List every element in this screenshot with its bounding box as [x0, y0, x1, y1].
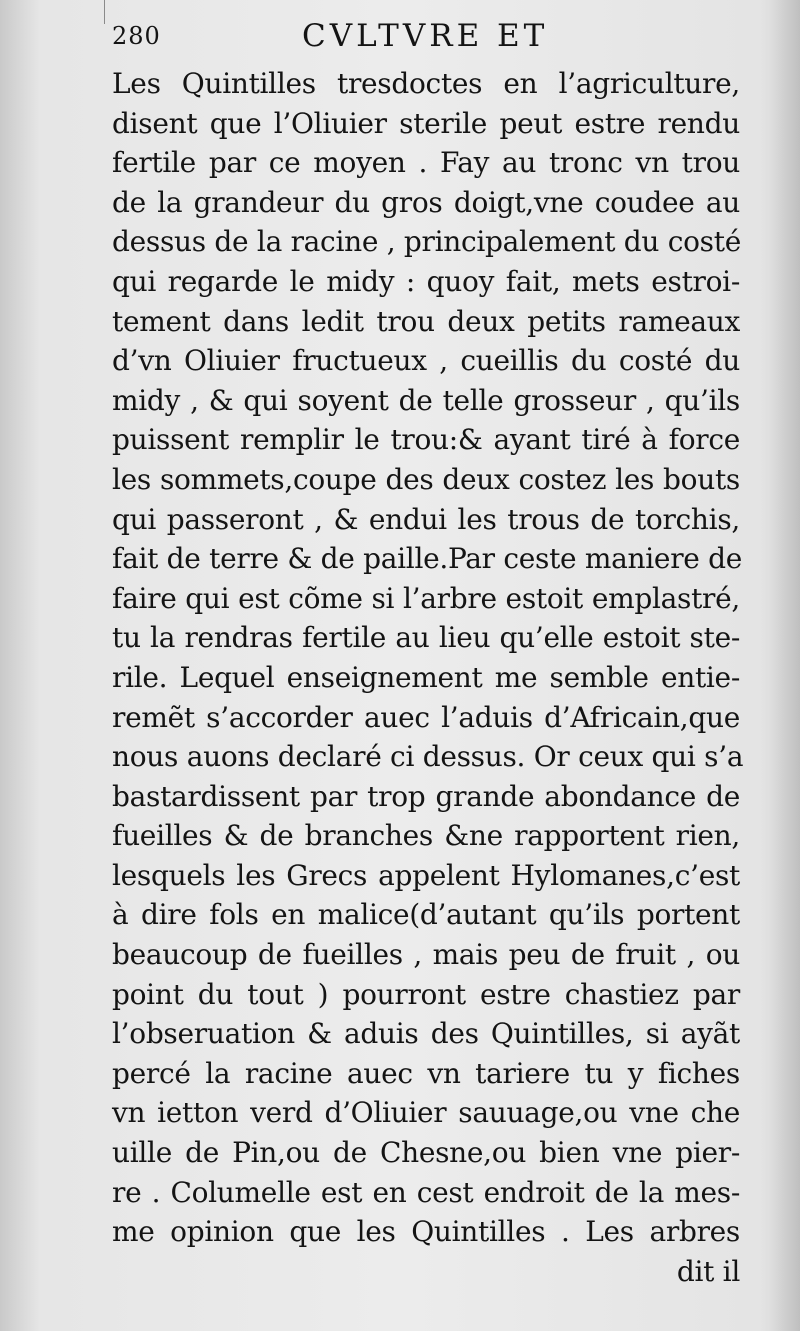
text-line: tu la rendras fertile au lieu qu’elle estoit ste- — [112, 621, 740, 655]
text-line: qui regarde le midy : quoy fait, mets estroi- — [112, 264, 740, 298]
text-line: dessus de la racine , principalement du costé — [112, 225, 741, 259]
text-line: disent que l’Oliuier sterile peut estre rendu — [112, 106, 740, 140]
gutter-line — [104, 0, 105, 24]
text-line: me opinion que les Quintilles . Les arbres — [112, 1215, 740, 1249]
text-line: remẽt s’accorder auec l’aduis d’Africain,que — [112, 700, 740, 734]
text-line: qui passeront , & endui les trous de torchis, — [112, 502, 740, 536]
text-line: bastardissent par trop grande abondance de — [112, 779, 740, 813]
text-line: Les Quintilles tresdoctes en l’agriculture, — [112, 67, 740, 100]
page-number: 280 — [112, 22, 161, 50]
text-line: tement dans ledit trou deux petits rameaux — [112, 304, 740, 338]
text-line: nous auons declaré ci dessus. Or ceux qui s’a — [112, 740, 744, 774]
text-line: fertile par ce moyen . Fay au tronc vn trou — [112, 146, 740, 180]
running-title: CVLTVRE ET — [302, 18, 549, 54]
text-line: l’obseruation & aduis des Quintilles, si ayãt — [112, 1017, 740, 1051]
text-line: rile. Lequel enseignement me semble entie- — [112, 660, 740, 694]
text-line: midy , & qui soyent de telle grosseur , qu’ils — [112, 383, 740, 417]
catchword: dit il — [676, 1254, 740, 1288]
text-line: puissent remplir le trou:& ayant tiré à force — [112, 423, 740, 457]
text-line: percé la racine auec vn tariere tu y fiches — [112, 1056, 740, 1090]
text-line: vn ietton verd d’Oliuier sauuage,ou vne che — [112, 1096, 740, 1130]
text-line: à dire fols en malice(d’autant qu’ils portent — [112, 898, 740, 932]
text-line: fait de terre & de paille.Par ceste maniere de — [112, 542, 743, 576]
text-line: lesquels les Grecs appelent Hylomanes,c’est — [112, 858, 740, 892]
text-line: uille de Pin,ou de Chesne,ou bien vne pier- — [112, 1136, 740, 1170]
text-line: fueilles & de branches &ne rapportent rien, — [112, 819, 740, 853]
page-header — [112, 18, 742, 58]
text-line: point du tout ) pourront estre chastiez par — [112, 977, 740, 1011]
text-line: les sommets,coupe des deux costez les bouts — [112, 462, 740, 496]
text-line: beaucoup de fueilles , mais peu de fruit , ou — [112, 938, 740, 972]
page-edge-shadow — [770, 0, 800, 1331]
body-text — [112, 64, 744, 1291]
text-line: re . Columelle est en cest endroit de la mes- — [112, 1175, 740, 1209]
text-line: d’vn Oliuier fructueux , cueillis du costé du — [112, 344, 740, 378]
text-line: faire qui est cõme si l’arbre estoit emplastré, — [112, 581, 740, 615]
text-line: de la grandeur du gros doigt,vne coudee au — [112, 185, 740, 219]
